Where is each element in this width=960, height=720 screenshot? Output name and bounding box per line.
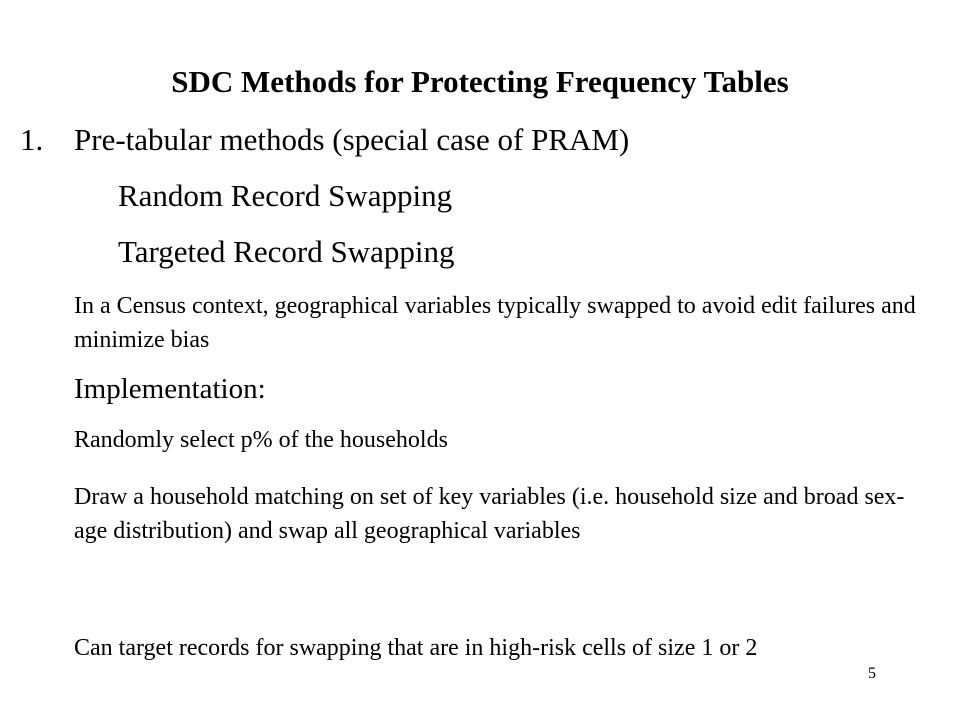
- implementation-heading: Implementation:: [74, 373, 266, 405]
- method-random-record-swapping: Random Record Swapping: [118, 178, 453, 213]
- list-item-number: 1.: [20, 122, 44, 157]
- page-number: 5: [868, 665, 876, 682]
- step-target-records: Can target records for swapping that are in high-risk cells of size 1 or 2: [74, 635, 758, 661]
- census-note: In a Census context, geographical variables typically swapped to avoid edit failures and minimize bias: [74, 293, 916, 353]
- step-draw-household: Draw a household matching on set of key variables (i.e. household size and broad sex-age distribution) and swap all geographical variables: [74, 484, 905, 544]
- list-item-text: Pre-tabular methods (special case of PRAM): [74, 122, 630, 157]
- method-targeted-record-swapping: Targeted Record Swapping: [118, 234, 455, 269]
- step-random-select: Randomly select p% of the households: [74, 427, 448, 453]
- slide-title: SDC Methods for Protecting Frequency Tables: [171, 64, 789, 99]
